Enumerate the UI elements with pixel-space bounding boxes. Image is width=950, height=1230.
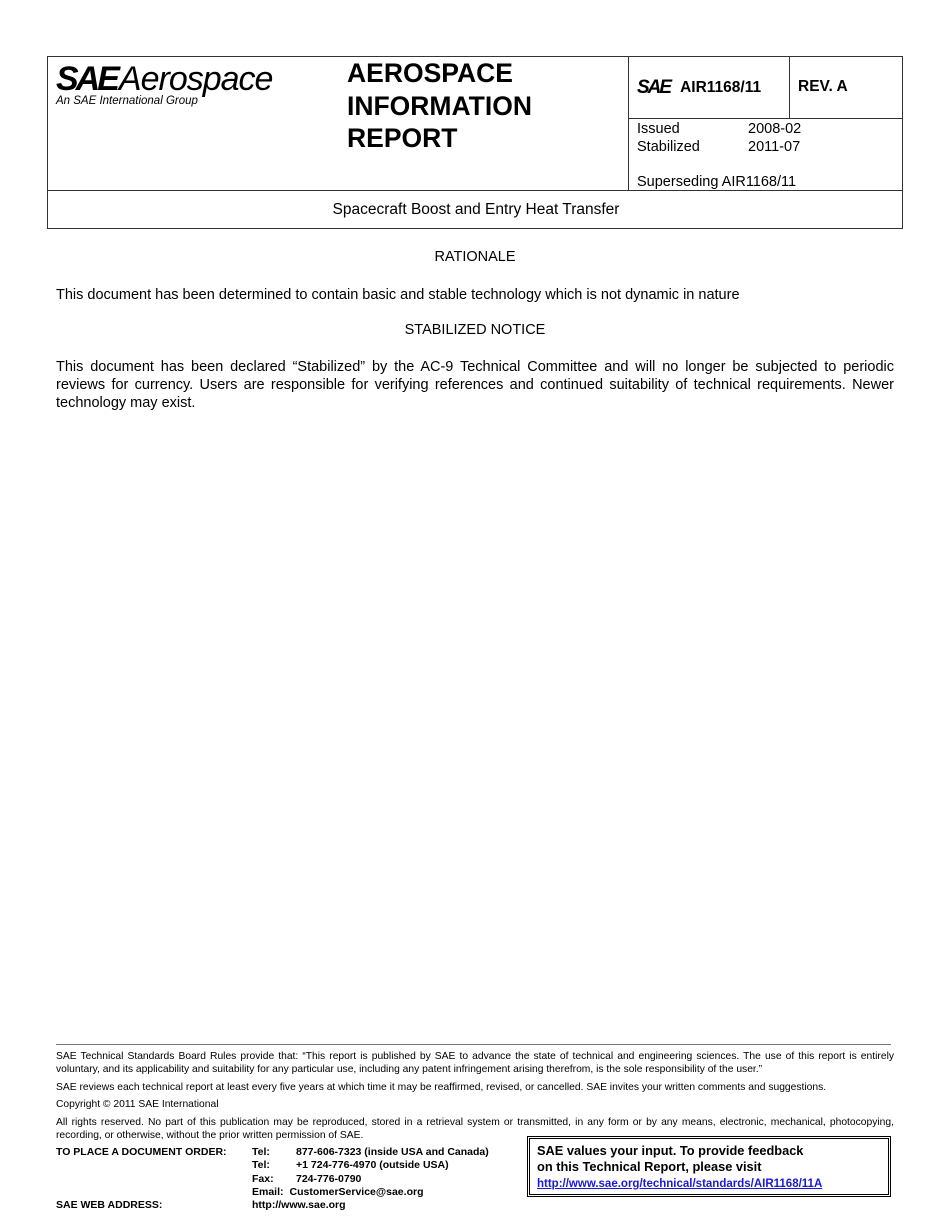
feedback-link[interactable]: http://www.sae.org/technical/standards/AIR1168/11A	[537, 1178, 823, 1190]
logo-sae-text: SAE	[56, 60, 117, 98]
stabilized-value: 2011-07	[748, 139, 801, 155]
web-address-row	[252, 1199, 489, 1212]
feedback-line: SAE values your input. To provide feedback	[537, 1143, 804, 1158]
stabilized-label: Stabilized	[637, 139, 700, 155]
board-rules-text: SAE Technical Standards Board Rules provide that: “This report is published by SAE to advance the state of technical and engineering sciences. The use of this report is entirely voluntary, and its applicability and suitability for any particular use, including any patent infringement arising therefrom, is the sole responsibility of the user.”	[56, 1051, 894, 1075]
web-address-link[interactable]: http://www.sae.org	[252, 1199, 346, 1212]
document-dates	[637, 120, 801, 156]
contact-label: Fax:	[252, 1172, 274, 1185]
contact-label: Tel:	[252, 1146, 270, 1158]
stabilized-notice-heading: STABILIZED NOTICE	[404, 322, 546, 338]
contact-label: Email:	[252, 1185, 284, 1198]
footer-divider	[56, 1044, 891, 1045]
order-label: TO PLACE A DOCUMENT ORDER:	[56, 1146, 227, 1158]
sae-aerospace-logo	[56, 61, 272, 107]
header-number-divider	[628, 118, 902, 119]
doc-type-line: REPORT	[347, 123, 458, 153]
superseding-note: Superseding AIR1168/11	[637, 174, 797, 190]
contact-value: 877-606-7323 (inside USA and Canada)	[296, 1146, 489, 1158]
web-address-label: SAE WEB ADDRESS:	[56, 1199, 163, 1212]
copyright-text: Copyright © 2011 SAE International	[56, 1099, 219, 1110]
order-section	[56, 1146, 227, 1213]
stabilized-notice-text: This document has been declared “Stabilized” by the AC-9 Technical Committee and will no longer be subjected to periodic reviews for currency. Users are responsible for verifying references and continued suitability of technical requirements. Newer technology may exist.	[56, 359, 894, 411]
header-column-divider	[628, 57, 629, 190]
feedback-box	[527, 1136, 891, 1197]
doc-type-line: AEROSPACE	[347, 58, 513, 88]
contact-value: 724-776-0790	[296, 1172, 362, 1185]
rationale-text: This document has been determined to contain basic and stable technology which is not dynamic in nature	[56, 287, 740, 303]
contact-row	[252, 1186, 489, 1199]
revision-label: REV. A	[798, 78, 848, 95]
document-number-cell	[637, 77, 761, 99]
issued-label: Issued	[637, 121, 680, 137]
sae-mini-logo: SAE	[637, 77, 671, 98]
header-rev-divider	[789, 57, 790, 118]
contact-row	[252, 1173, 489, 1186]
rationale-heading: RATIONALE	[434, 249, 516, 265]
document-header	[47, 56, 903, 229]
logo-subtitle: An SAE International Group	[56, 95, 198, 107]
logo-aerospace-text: Aerospace	[118, 60, 273, 98]
contact-row	[252, 1146, 489, 1159]
document-number: AIR1168/11	[680, 79, 762, 96]
doc-type-line: INFORMATION	[347, 90, 532, 121]
contact-value: +1 724-776-4970 (outside USA)	[296, 1159, 449, 1172]
issued-value: 2008-02	[748, 121, 802, 137]
contact-label: Tel:	[252, 1159, 270, 1172]
review-policy-text: SAE reviews each technical report at least every five years at which time it may be reaffirmed, revised, or cancelled. SAE invites your written comments and suggestions.	[56, 1082, 827, 1093]
contact-row	[252, 1159, 489, 1172]
contact-list	[252, 1146, 489, 1212]
document-title: Spacecraft Boost and Entry Heat Transfer	[332, 201, 620, 218]
rights-text: All rights reserved. No part of this publication may be reproduced, stored in a retrieval system or transmitted, in any form or by any means, electronic, mechanical, photocopying, recording, or otherwise, without the prior written permission of SAE.	[56, 1117, 894, 1141]
contact-value: CustomerService@sae.org	[289, 1185, 424, 1198]
feedback-line: on this Technical Report, please visit	[537, 1159, 762, 1174]
document-type	[347, 57, 532, 155]
